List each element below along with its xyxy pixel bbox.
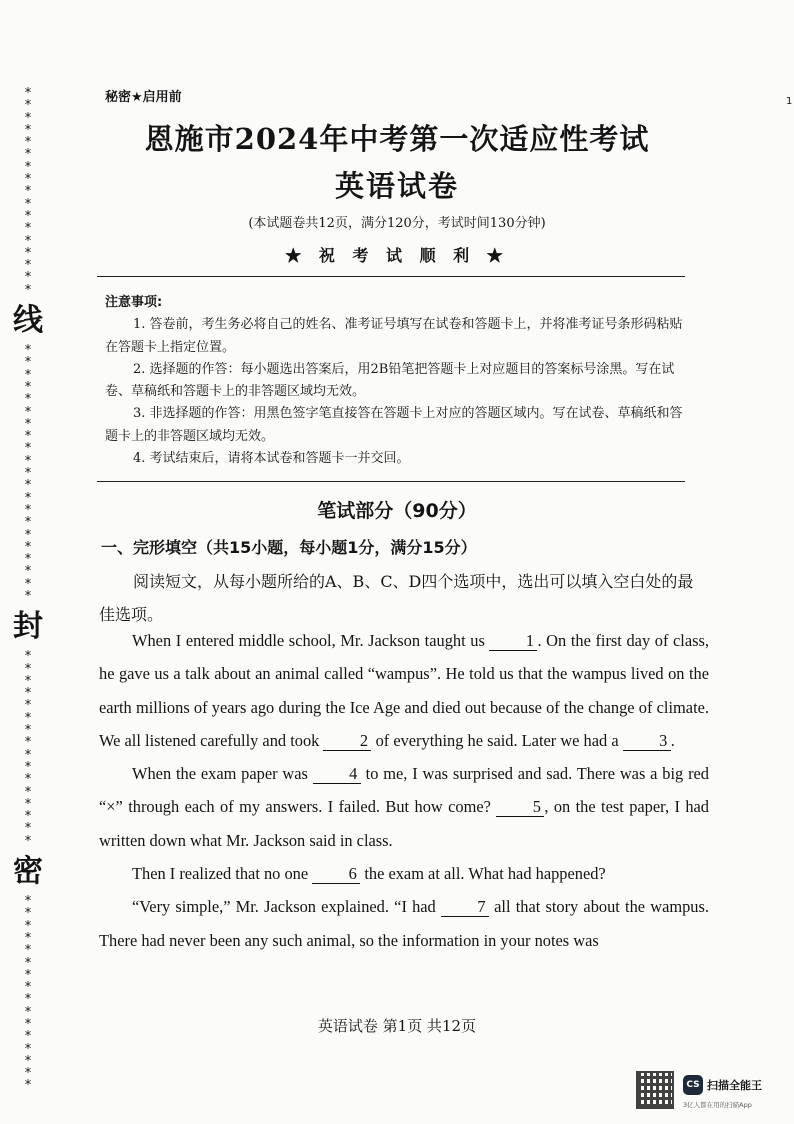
margin-star: * [24,1078,32,1094]
passage-text: “Very simple,” Mr. Jackson explained. “I had [132,897,436,917]
blank-5: 5 [496,798,544,817]
margin-star: * [24,429,32,445]
notice-box [105,292,685,470]
margin-star: * [24,282,32,298]
margin-star: * [24,686,32,702]
margin-star: * [24,184,32,200]
margin-star: * [24,906,32,922]
margin-star: * [24,343,32,359]
page-footer: 英语试卷 第1页 共12页 [317,1017,477,1035]
margin-star: * [24,1017,32,1032]
notice-item: 1. 答卷前，考生务必将自己的姓名、准考证号填写在试卷和答题卡上，并将准考证号条形码粘贴在答题卡上指定位置。 [105,317,683,355]
margin-star: * [24,515,32,531]
exam-info: (本试题卷共12页，满分120分，考试时间130分钟) [248,216,546,231]
margin-star: * [24,98,32,114]
good-luck-line: ★ 祝 考 试 顺 利 ★ [285,246,509,265]
secret-label: 秘密★启用前 [105,90,182,105]
section-title: 笔试部分（90分） [317,500,477,522]
margin-star: * [24,208,32,224]
margin-star: * [24,221,32,237]
part-instruction: 阅读短文，从每小题所给的A、B、C、D四个选项中，选出可以填入空白处的最佳选项。 [99,572,694,624]
margin-star: * [24,1029,32,1045]
margin-star: * [24,1041,32,1057]
watermark-name: 扫描全能王 [707,1079,762,1092]
passage-text: all that story about the wampus. There had never been any such animal, so the information in your notes was [99,897,709,950]
passage-paragraph [99,857,709,890]
margin-star: * [24,821,32,837]
blank-1: 1 [489,632,537,651]
margin-star: * [24,894,32,910]
margin-star: * [24,980,32,996]
margin-star: * [24,159,32,175]
margin-star: * [24,759,32,775]
watermark-tagline: 3亿人都在用的扫描App [683,1101,752,1109]
passage-text: When the exam paper was [132,764,308,784]
divider-bottom [97,481,685,482]
margin-star: * [24,943,32,959]
passage-text: of everything he said. Later we had a [375,730,619,750]
margin-star: * [24,1053,32,1069]
margin-star: * [24,918,32,934]
blank-4: 4 [313,765,361,784]
margin-star: * [24,245,32,261]
margin-star: * [24,955,32,971]
exam-title: 恩施市2024年中考第一次适应性考试 [144,122,650,156]
passage-text: to me, I was surprised and sad. There was a big red “×” through each of my answers. I failed. But how come? [99,764,710,817]
margin-star: * [24,809,32,825]
margin-star: * [24,478,32,494]
margin-star: * [24,833,32,849]
margin-star: * [24,649,32,665]
passage-text: , on the test paper, I had written down what Mr. Jackson said in class. [99,797,709,850]
margin-star: * [24,552,32,568]
margin-star: * [24,392,32,408]
notice-item: 3. 非选择题的作答：用黑色签字笔直接答在答题卡上对应的答题区域内。写在试卷、草稿纸和答题卡上的非答题区域均无效。 [105,406,683,444]
margin-star: * [24,710,32,726]
margin-star: * [24,784,32,800]
margin-star: * [24,539,32,555]
passage-paragraph [99,890,709,957]
margin-star: * [24,110,32,126]
camscanner-logo-icon: CS [683,1075,703,1095]
subject-title: 英语试卷 [334,169,459,203]
margin-star: * [24,673,32,689]
margin-star: * [24,723,32,739]
margin-star: * [24,992,32,1008]
margin-star: * [24,502,32,518]
margin-star: * [24,588,32,604]
margin-star: * [24,796,32,812]
margin-char-mi: 密 [13,854,43,890]
blank-6: 6 [312,865,360,884]
cloze-passage [99,624,709,957]
margin-star: * [24,196,32,212]
blank-3: 3 [623,732,671,751]
passage-text: . [670,730,675,750]
margin-star: * [24,416,32,432]
notice-title: 注意事项: [105,295,163,310]
margin-star: * [24,466,32,482]
margin-star: * [24,772,32,788]
part-heading: 一、完形填空（共15小题，每小题1分，满分15分） [101,538,477,557]
passage-text: . On the first day of class, he gave us a talk about an animal called “wampus”. He told us that the wampus lived on the earth millions of years ago during the Ice Age and died out because of the change of climate. We all listened carefully and took [99,631,709,750]
margin-char-feng: 封 [13,609,43,645]
margin-star: * [24,258,32,274]
margin-star: * [24,1004,32,1020]
margin-star: * [24,576,32,592]
margin-star: * [24,453,32,469]
margin-star: * [24,355,32,371]
passage-text: When I entered middle school, Mr. Jackson taught us [132,631,485,650]
margin-star: * [24,147,32,163]
margin-star: * [24,367,32,383]
margin-star: * [24,1066,32,1082]
margin-star: * [24,930,32,946]
edge-mark: 1 [786,96,793,107]
notice-item: 4. 考试结束后，请将本试卷和答题卡一并交回。 [133,451,410,467]
passage-text: the exam at all. What had happened? [364,864,606,884]
notice-item: 2. 选择题的作答：每小题选出答案后，用2B铅笔把答题卡上对应题目的答案标号涂黑。写在试卷、草稿纸和答题卡上的非答题区域均无效。 [105,361,675,400]
margin-star: * [24,967,32,983]
passage-text: Then I realized that no one [132,864,309,884]
margin-star: * [24,698,32,714]
passage-paragraph [99,624,709,757]
margin-star: * [24,122,32,138]
margin-star: * [24,490,32,506]
margin-star: * [24,441,32,457]
blank-7: 7 [441,898,489,917]
margin-star: * [24,747,32,763]
margin-star: * [24,661,32,677]
margin-star: * [24,527,32,543]
margin-star: * [24,404,32,420]
blank-2: 2 [323,732,371,751]
margin-star: * [24,735,32,751]
margin-star: * [24,270,32,286]
margin-star: * [24,172,32,188]
margin-star: * [24,233,32,249]
margin-star: * [24,86,32,101]
margin-char-xian: 线 [13,303,43,339]
margin-star: * [24,564,32,580]
margin-star: * [24,135,32,151]
passage-paragraph [99,757,709,857]
margin-star: * [24,379,32,395]
qr-code-icon [636,1071,674,1109]
divider-top [97,276,685,277]
